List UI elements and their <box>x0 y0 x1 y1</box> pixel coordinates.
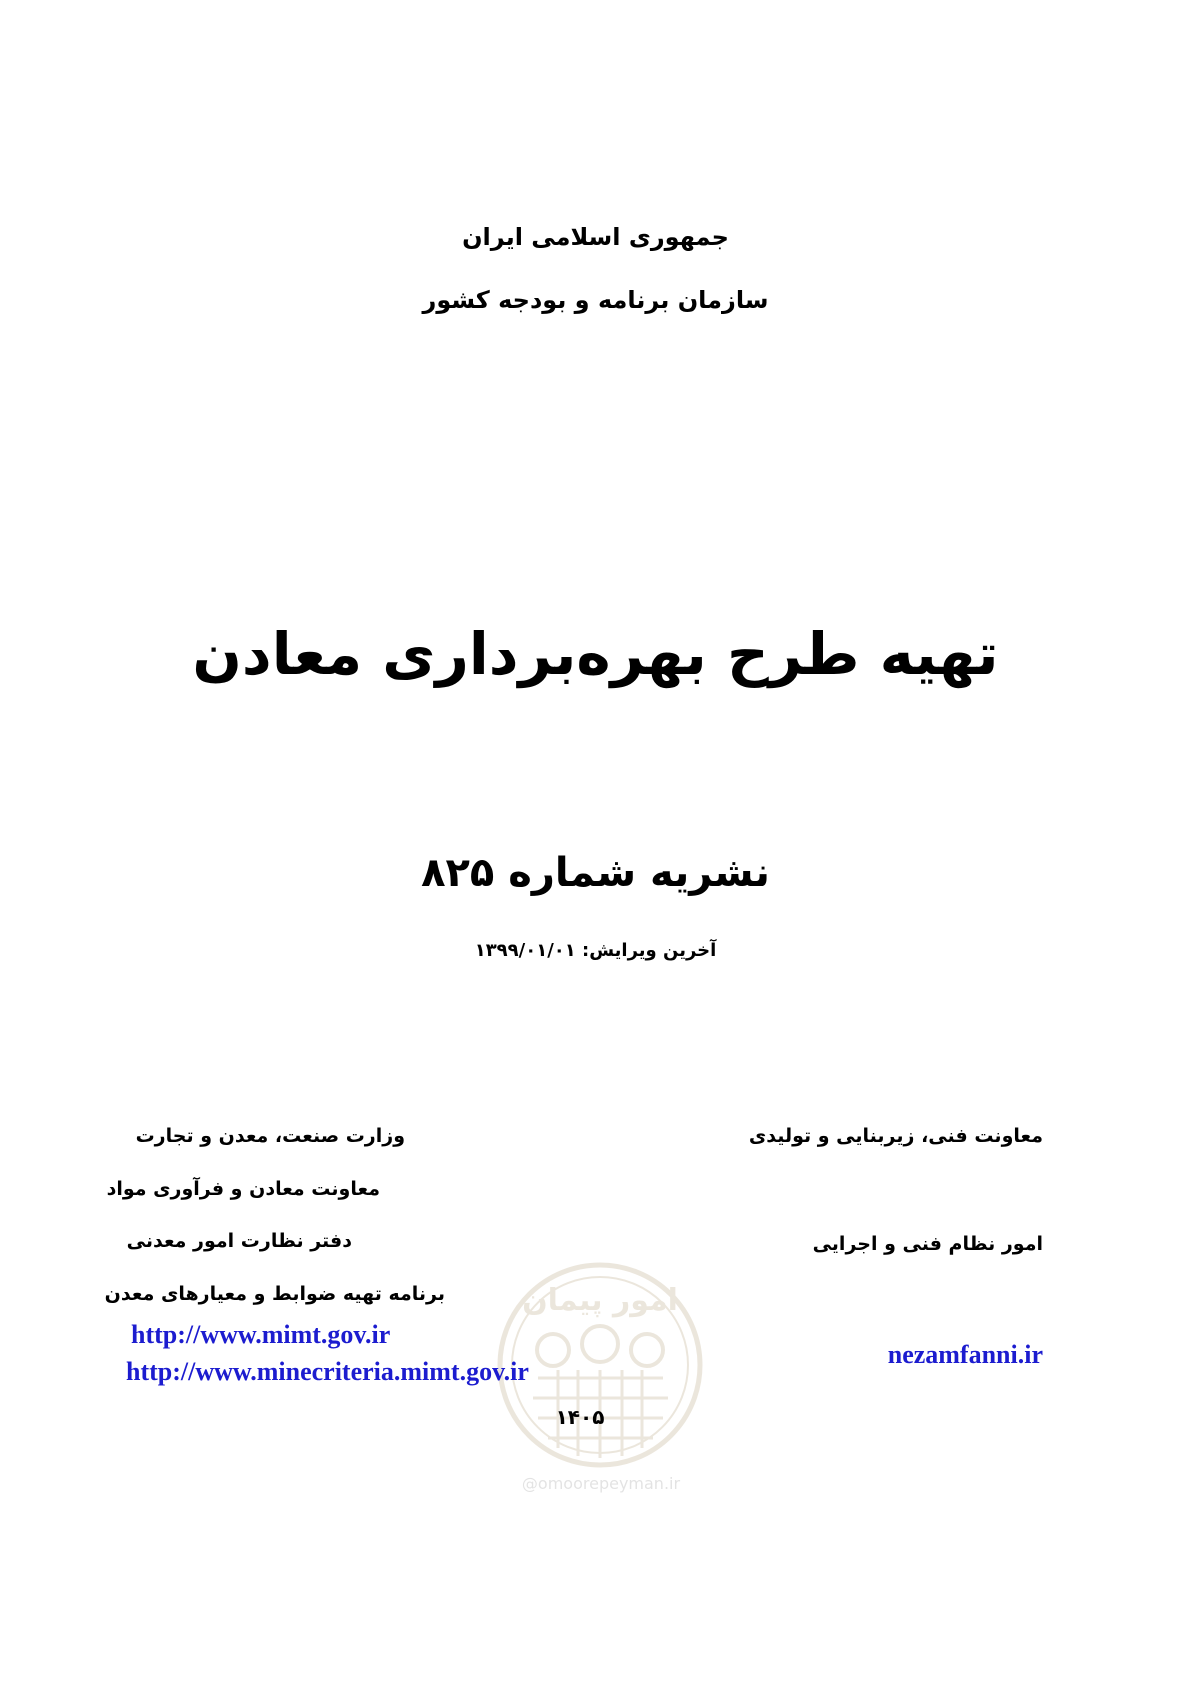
country-name <box>0 223 1191 251</box>
country-name-text: جمهوری اسلامی ایران <box>462 223 729 251</box>
left-org-line-2 <box>107 1178 380 1200</box>
publication-year <box>540 1405 620 1429</box>
right-org-line-1-text: معاونت فنی، زیربنایی و تولیدی <box>748 1125 1043 1147</box>
left-org-line-4 <box>105 1283 445 1305</box>
document-title <box>0 620 1191 688</box>
publication-number <box>0 850 1191 896</box>
publication-number-text: نشریه شماره ۸۲۵ <box>421 850 770 896</box>
right-org-line-2 <box>813 1233 1043 1255</box>
last-edit-text: آخرین ویرایش: ۱۳۹۹/۰۱/۰۱ <box>474 940 717 961</box>
organization-name <box>0 286 1191 314</box>
left-org-line-1-text: وزارت صنعت، معدن و تجارت <box>135 1125 405 1147</box>
watermark-handle <box>496 1474 706 1493</box>
seal-lettering: امور پیمان <box>522 1283 678 1318</box>
left-org-line-3 <box>127 1230 352 1252</box>
left-org-line-2-text: معاونت معادن و فرآوری مواد <box>106 1178 380 1200</box>
publication-year-text: ۱۴۰۵ <box>555 1405 605 1429</box>
last-edit-date <box>0 940 1191 961</box>
minecriteria-link-wrap <box>126 1357 529 1387</box>
right-org-link-wrap <box>888 1340 1043 1370</box>
watermark-text: @omoorepeyman.ir <box>521 1474 681 1493</box>
left-org-line-1 <box>136 1125 405 1147</box>
minecriteria-link[interactable]: http://www.minecriteria.mimt.gov.ir <box>126 1357 529 1386</box>
right-org-line-1 <box>749 1125 1043 1147</box>
document-title-text: تهیه طرح بهره‌برداری معادن <box>192 620 999 688</box>
mimt-link-wrap <box>131 1320 390 1350</box>
organization-name-text: سازمان برنامه و بودجه کشور <box>422 286 769 314</box>
nezamfanni-link[interactable]: nezamfanni.ir <box>887 1340 1043 1369</box>
right-org-line-2-text: امور نظام فنی و اجرایی <box>812 1233 1043 1255</box>
left-org-line-3-text: دفتر نظارت امور معدنی <box>126 1230 352 1252</box>
mimt-link[interactable]: http://www.mimt.gov.ir <box>131 1320 391 1349</box>
left-org-line-4-text: برنامه تهیه ضوابط و معیارهای معدن <box>104 1283 445 1305</box>
